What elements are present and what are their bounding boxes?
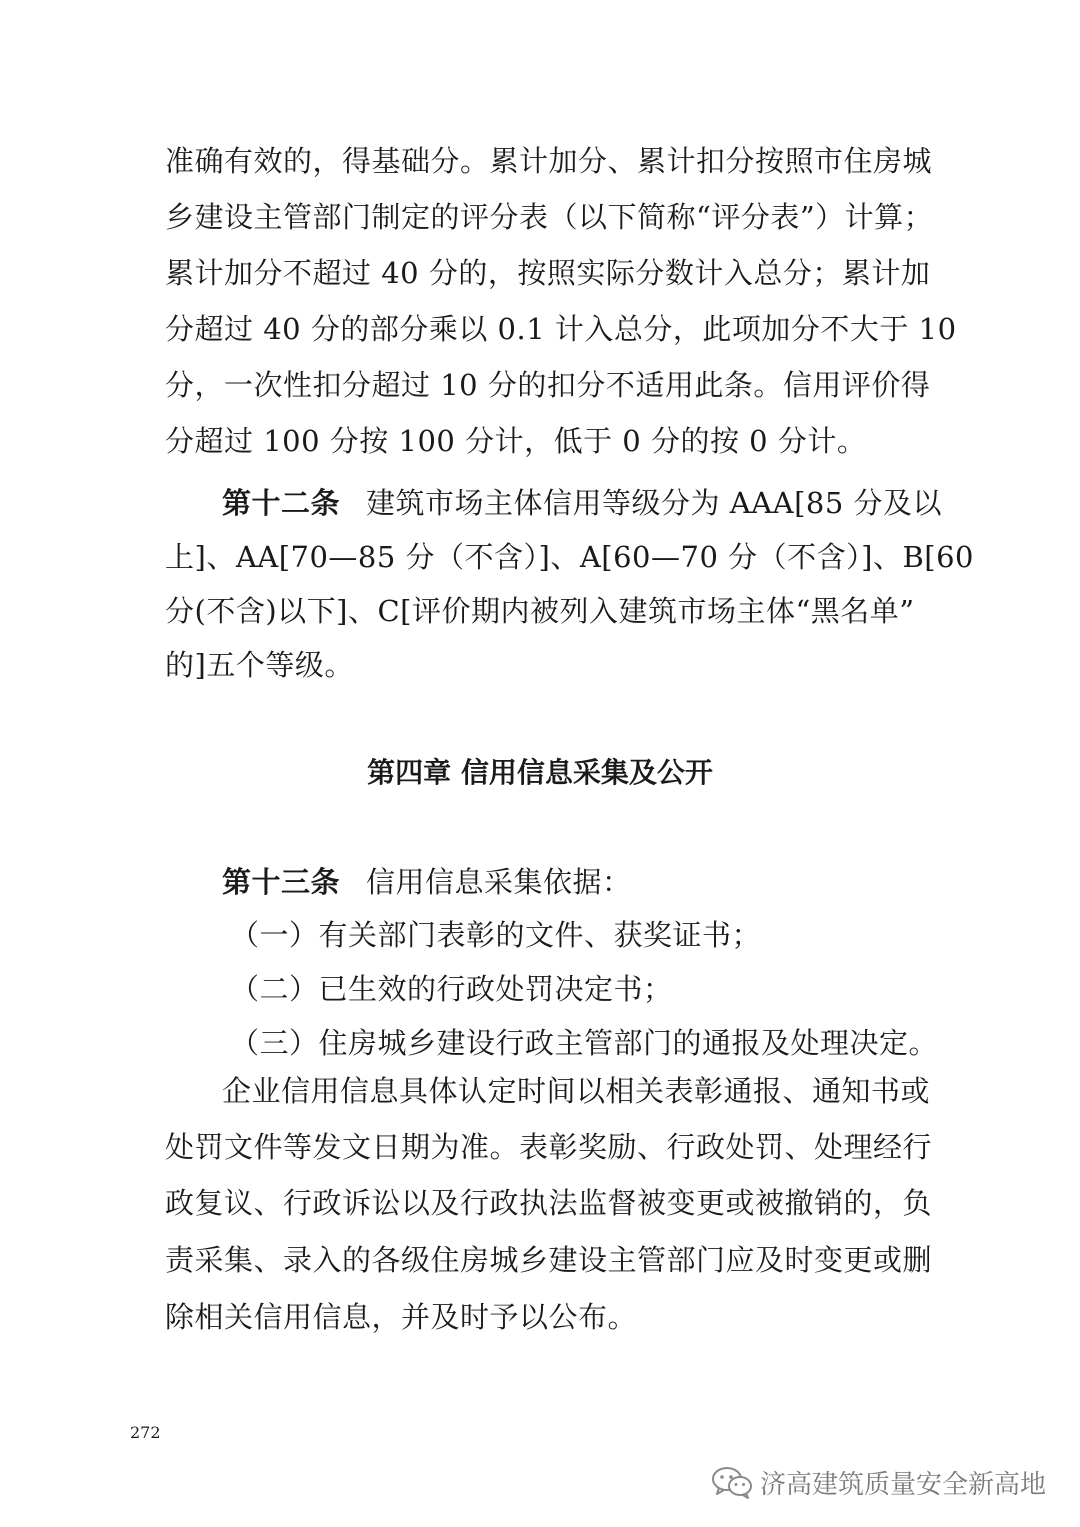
article-13-heading: 第十三条 — [222, 865, 341, 899]
paragraph-line: 乡建设主管部门制定的评分表（以下简称“评分表”）计算； — [165, 200, 934, 234]
paragraph-line: 责采集、录入的各级住房城乡建设主管部门应及时变更或删 — [165, 1243, 933, 1277]
paragraph-line: 上]、AA[70—85 分（不含）]、A[60—70 分（不含）]、B[60 — [165, 540, 974, 574]
article-12-first-line — [222, 483, 982, 523]
wechat-icon — [710, 1465, 754, 1499]
watermark — [710, 1462, 1046, 1502]
paragraph-line: 分超过 40 分的部分乘以 0.1 计入总分，此项加分不大于 10 — [165, 312, 957, 346]
article-12-text: 建筑市场主体信用等级分为 AAA[85 分及以 — [366, 486, 942, 520]
paragraph-line: 分，一次性扣分超过 10 分的扣分不适用此条。信用评价得 — [165, 368, 931, 402]
paragraph-line: 除相关信用信息，并及时予以公布。 — [165, 1300, 638, 1334]
paragraph-line: 分(不含)以下]、C[评价期内被列入建筑市场主体“黑名单” — [165, 594, 915, 628]
paragraph-line: 准确有效的，得基础分。累计加分、累计扣分按照市住房城 — [165, 144, 933, 178]
paragraph-line: 政复议、行政诉讼以及行政执法监督被变更或被撤销的，负 — [165, 1186, 933, 1220]
paragraph-first-line: 企业信用信息具体认定时间以相关表彰通报、通知书或 — [222, 1074, 931, 1108]
article-13-text: 信用信息采集依据： — [366, 865, 632, 899]
watermark-text: 济高建筑质量安全新高地 — [759, 1469, 1046, 1500]
chapter-title: 第四章 信用信息采集及公开 — [367, 756, 713, 789]
paragraph-line: 处罚文件等发文日期为准。表彰奖励、行政处罚、处理经行 — [165, 1130, 933, 1164]
article-13-first-line — [222, 862, 982, 902]
list-item: （一）有关部门表彰的文件、获奖证书； — [230, 918, 762, 952]
list-item: （二）已生效的行政处罚决定书； — [230, 972, 673, 1006]
paragraph-line: 分超过 100 分按 100 分计，低于 0 分的按 0 分计。 — [165, 424, 867, 458]
paragraph-line: 的]五个等级。 — [165, 648, 354, 682]
article-12-heading: 第十二条 — [222, 486, 341, 520]
paragraph-line: 累计加分不超过 40 分的，按照实际分数计入总分；累计加 — [165, 256, 931, 290]
page-number: 272 — [130, 1423, 161, 1442]
list-item: （三）住房城乡建设行政主管部门的通报及处理决定。 — [230, 1026, 939, 1060]
